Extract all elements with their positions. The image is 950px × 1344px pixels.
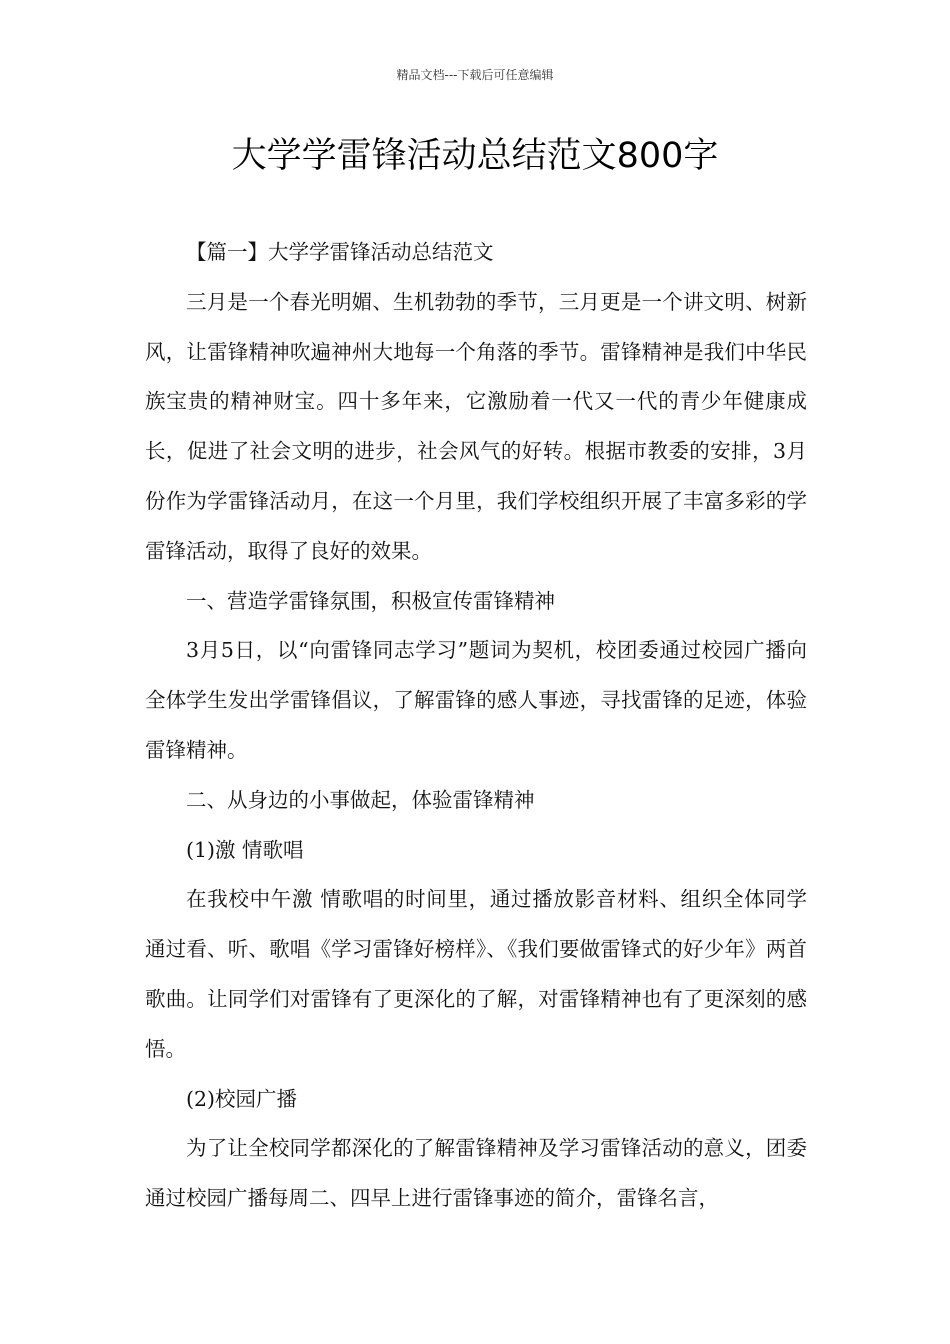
section-heading-two: 二、从身边的小事做起，体验雷锋精神 (186, 787, 535, 812)
header-note: 精品文档---下载后可任意编辑 (396, 68, 554, 82)
intro-paragraph: 三月是一个春光明媚、生机勃勃的季节，三月更是一个讲文明、树新风，让雷锋精神吹遍神州大地每一个角落的季节。雷锋精神是我们中华民族宝贵的精神财宝。四十多年来，它激励着一代又一代的青少年健康成长，促进了社会文明的进步，社会风气的好转。根据市教委的安排，3月份作为学雷锋活动月，在这一个月里，我们学校组织开展了丰富多彩的学雷锋活动，取得了良好的效果。 (145, 289, 807, 563)
section-heading-one: 一、营造学雷锋氛围，积极宣传雷锋精神 (186, 588, 555, 613)
singing-paragraph: 在我校中午激 情歌唱的时间里，通过播放影音材料、组织全体同学通过看、听、歌唱《学习雷锋好榜样》、《我们要做雷锋式的好少年》两首歌曲。让同学们对雷锋有了更深化的了解，对雷锋精神也有了更深刻的感悟。 (145, 887, 807, 1061)
section-one-paragraph: 3月5日，以“向雷锋同志学习”题词为契机，校团委通过校园广播向全体学生发出学雷锋倡议，了解雷锋的感人事迹，寻找雷锋的足迹，体验雷锋精神。 (145, 638, 807, 762)
document-title: 大学学雷锋活动总结范文800字 (231, 136, 719, 176)
document-body (145, 228, 807, 1224)
subheading-broadcast: (2)校园广播 (186, 1086, 298, 1111)
broadcast-paragraph: 为了让全校同学都深化的了解雷锋精神及学习雷锋活动的意义，团委通过校园广播每周二、四早上进行雷锋事迹的简介，雷锋名言， (145, 1136, 807, 1211)
section-heading-part-one: 【篇一】大学学雷锋活动总结范文 (186, 240, 494, 264)
subheading-singing: (1)激 情歌唱 (186, 837, 304, 862)
